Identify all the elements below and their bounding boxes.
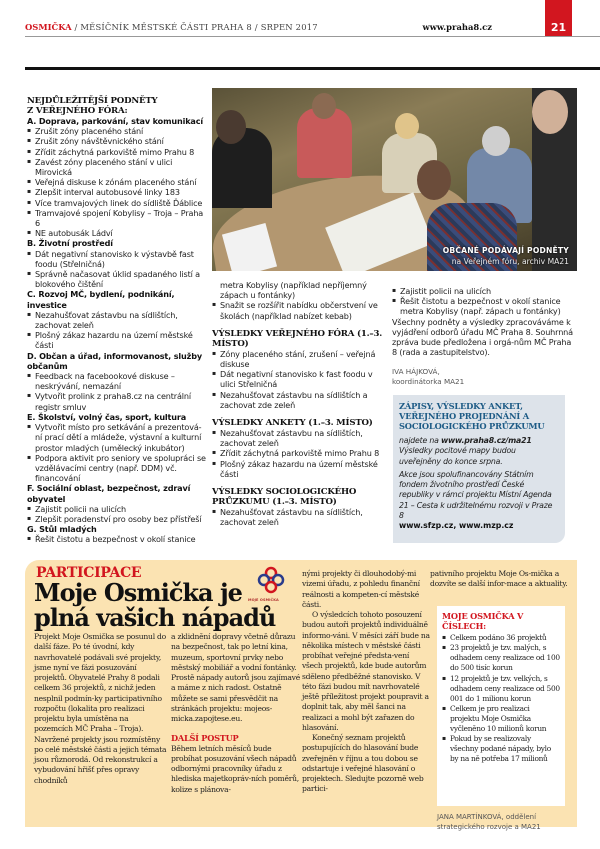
list-item: ▪ Veřejná diskuse k zónám placeného stání [27,177,207,187]
list-item: ▪ Tramvajové spojení Kobylisy – Troja – Praha 6 [27,208,207,228]
ma21-link[interactable]: www.praha8.cz/ma21 [440,436,532,445]
info-box-title: ZÁPISY, VÝSLEDKY ANKET, VEŘEJNÉHO PROJEDNÁNÍ A SOCIOLOGICKÉHO PRŮZKUMU [399,401,545,431]
article-column-2 [171,632,301,795]
category-heading: C. Rozvoj MČ, bydlení, podnikání, investice [27,289,175,310]
moje-osmicka-logo-icon [256,565,286,595]
spacer [212,410,387,418]
info-box-find [399,436,559,446]
list-item: ▪ 23 projektů je tzv. malých, s odhadem ceny realizace od 100 do 500 tisíc korun [442,643,560,673]
list-item: ▪ Celkem je pro realizaci projektu Moje Osmička vyčleněno 10 milionů korun [442,704,560,734]
results-title: VÝSLEDKY ANKETY (1.–3. MÍSTO) [212,418,373,429]
list-item: ▪ Plošný zákaz hazardu na území městské části [212,459,387,479]
list-item: ▪ Dát negativní stanovisko k fast foodu v ulici Střelničná [212,369,387,389]
list-item: ▪ Zóny placeného stání, zrušení – veřejná diskuse [212,349,387,369]
article-paragraph: O výsledcích tohoto posouzení budou autoři projektů individuálně informo-váni. V měsíci září bude na několika místech v městské části probíhat veřejné předsta-vení všech projektů, kde bude autorům sděleno předběžné stanovisko. V této fázi budou mít navrhovatelé ještě příležitost projekt poupravit a doplnit tak, aby měl šanci na realizaci a mohl být zařazen do hlasování. [302,610,430,732]
list-item: ▪ Celkem podáno 36 projektů [442,633,560,643]
category-heading: F. Sociální oblast, bezpečnost, zdraví obyvatel [27,483,191,504]
forum-suggestions-column [27,96,207,545]
list-item: ▪ Řešit čistotu a bezpečnost v okolí stanice metra Kobylisy (např. zápach u fontánky) [392,296,577,316]
article-column-3 [302,569,430,795]
results-list [212,428,387,479]
list-item: ▪ Vytvořit prolink z praha8.cz na centrální registr smluv [27,391,207,411]
photo-person-head [395,113,419,139]
list-item: ▪ Vytvořit místo pro setkávání a prezentová-ní prací dětí a mládeže, výstavní a kulturní prostor mladých (umělecký inkubátor) [27,422,207,453]
category-list [27,126,207,238]
category-heading: A. Doprava, parkování, stav komunikací [27,116,204,126]
info-box [393,395,565,543]
find-prefix: najdete na [399,436,441,445]
forum-title-line1: NEJDŮLEŽITĚJŠÍ PODNĚTY [27,96,158,106]
summary-column [392,286,577,387]
list-item: ▪ Nezahušťovat zástavbu na sídlištích a zachovat zde zeleň [212,390,387,410]
list-item: ▪ Zlepšit poradenství pro osoby bez přístřeší [27,514,207,524]
article-paragraph: nými projekty či dlouhodobý-mi vizemi úřadu, z pohledu finanční reálnosti a kompeten-cí městské části. [302,569,420,609]
list-item: ▪ Podpora aktivit pro seniory ve spolupráci se vzdělávacími centry (např. DDM) vč. financování [27,453,207,484]
funding-note: Akce jsou spolufinancovány Státním fondem životního prostředí České republiky v rámci projektu Místní Agenda 21 – Cesta k udržitelnému rozvoji v Praze 8 [399,469,553,521]
map-note: Výsledky pocitové mapy budou uveřejněny do konce srpna. [399,446,516,466]
list-item: ▪ Nezahušťovat zástavbu na sídlištích, zachovat zeleň [27,310,207,330]
summary-text: Všechny podněty a výsledky zpracováváme k vyjádření odborů úřadu MČ Praha 8. Souhrnná zpráva bude předložena i orgá-nům MČ Praha 8 (rada a zastupitelstvo). [392,316,573,358]
photo-person-head [532,90,568,134]
magazine-brand: OSMIČKA [25,22,72,32]
list-item: ▪ 12 projektů je tzv. velkých, s odhadem ceny realizace od 500 001 do 1 milionu korun [442,674,560,704]
section-tag: PARTICIPACE [36,565,142,581]
list-item: ▪ Feedback na facebookové diskuse – neskrývání, nemazání [27,371,207,391]
results-sections [212,321,387,528]
category-list [27,371,207,412]
page-number: 21 [545,0,572,37]
list-item: ▪ Dát negativní stanovisko k výstavbě fast foodu (Střelničná) [27,249,207,269]
list-item: ▪ NE autobusák Ládví [27,228,207,238]
website-link[interactable]: www.praha8.cz [422,22,492,32]
article-paragraph: Během letních měsíců bude probíhat posuzování všech nápadů odbornými pracovníky úřadu z hlediska majetkopráv-ních poměrů, kolize s plánova- [171,743,299,794]
list-item: ▪ Správně načasovat úklid spadaného listí a blokového čištění [27,269,207,289]
article-column-1: Projekt Moje Osmička se posunul do další fáze. Po té úvodní, kdy navrhovatelé podávali své projekty, jsme nyní ve fázi posuzování projektů. Obyvatelé Prahy 8 podali celkem 36 projektů, z nichž jeden nesplnil podmín-ky participativního rozpočtu (lokalita pro realizaci projektu byla umístěna na pozemcích MČ Praha – Troja). Navržené projekty jsou rozmístěny po celé městské části a jejich témata jsou různorodá. Od rekonstrukcí a vybudování hřišť přes opravy chodníků [34,632,167,785]
photo-person-head [417,160,451,200]
list-item: ▪ Pokud by se realizovaly všechny podané nápady, bylo by na ně potřeba 17 milionů [442,734,560,764]
list-item: ▪ Plošný zákaz hazardu na území městské části [27,330,207,350]
header-divider [25,36,600,37]
article-headline: Moje Osmička je plná vašich nápadů [34,578,276,632]
category-list [27,249,207,290]
subheading-next-steps: DALŠÍ POSTUP [171,733,239,744]
category-heading: E. Školství, volný čas, sport, kultura [27,411,187,422]
logo-text: MOJE OSMIČKA [248,598,279,602]
category-list [27,504,207,524]
article-paragraph: Konečný seznam projektů postupujících do hlasování bude zveřejněn v říjnu a tou dobou se odstartuje i veřejné hlasování o projektech. Sledujte pozorně web partici- [302,733,424,794]
spacer [212,321,387,329]
forum-title-line2: Z VEŘEJNÉHO FÓRA: [27,106,128,116]
list-item: ▪ Zavést zóny placeného stání v ulici Mirovická [27,157,207,177]
spacer [212,479,387,487]
list-item: ▪ Zřídit záchytná parkoviště mimo Prahu 8 [212,448,387,458]
numbers-list [442,633,560,764]
article-paragraph: a zklidnění dopravy včetně důrazu na bezpečnost, tak po letní kina, muzeum, sportovní prvky nebo městský mobiliář a vodní fontánky. Prostě nápady autorů jsou zajímavé a máme z nich radost. Ostatně můžete se sami přesvědčit na stránkách projektu: mojeos-micka.zapojtese.eu. [171,632,300,723]
results-continued-list [392,286,577,317]
funding-links[interactable]: www.sfzp.cz, www.mzp.cz [399,521,514,531]
g-continued-list [212,280,387,321]
author-iva [392,367,577,387]
forum-title [27,96,207,116]
list-item: ▪ Nezahušťovat zástavbu na sídlištích, zachovat zeleň [212,507,387,527]
category-heading: G. Stůl mladých [27,524,97,535]
list-item: ▪ Snažit se rozšířit nabídku občerstvení ve školách (například nabízet kebab) [212,300,387,320]
list-item: ▪ Zlepšit interval autobusové linky 183 [27,187,207,197]
list-item: ▪ Zrušit zóny návštěvnického stání [27,136,207,146]
results-title: VÝSLEDKY SOCIOLOGICKÉHO PRŮZKUMU (1.–3. MÍSTO) [212,487,357,508]
list-item-continued: metra Kobylisy (například nepříjemný zápach u fontánky) [220,280,367,301]
numbers-title: MOJE OSMIČKA V ČÍSLECH: [442,611,524,631]
photo-person-head [216,110,246,144]
forum-categories [27,116,207,545]
category-list [27,422,207,483]
author-name: IVA HÁJKOVÁ, [392,367,440,377]
author-role: koordinátorka MA21 [392,377,465,387]
list-item: ▪ Zajistit policii na ulicích [27,504,207,514]
page-header [25,22,600,36]
category-heading: B. Životní prostředí [27,238,113,249]
photo-caption-bold: OBČANÉ PODÁVAJÍ PODNĚTY [442,246,569,255]
magazine-subtitle: / MĚSÍČNÍK MĚSTSKÉ ČÁSTI PRAHA 8 / SRPEN 2017 [71,22,318,32]
category-list [27,310,207,351]
results-list [212,507,387,527]
category-list [27,534,207,544]
numbers-box [437,606,565,806]
results-title: VÝSLEDKY VEŘEJNÉHO FÓRA (1.–3. MÍSTO) [212,328,383,349]
category-heading: D. Občan a úřad, informovanost, služby občanům [27,350,202,371]
results-list [212,349,387,410]
photo-caption-text: na Veřejném fóru, archiv MA21 [451,257,569,266]
list-item: ▪ Řešit čistotu a bezpečnost v okolí stanice [27,534,207,544]
author-jana: JANA MARTÍNKOVÁ, oddělení strategického rozvoje a MA21 [437,813,541,831]
results-column [212,280,387,527]
list-item: ▪ Zřídit záchytná parkoviště mimo Prahu 8 [27,147,207,157]
forum-photo [212,88,577,271]
photo-person-head [312,93,336,119]
list-item: ▪ Nezahušťovat zástavbu na sídlištích, zachovat zeleň [212,428,387,448]
list-item: ▪ Zrušit zóny placeného stání [27,126,207,136]
list-item: ▪ Více tramvajových linek do sídliště Ďáblice [27,198,207,208]
photo-person-head [482,126,510,156]
list-item: ▪ Zajistit policii na ulicích [392,286,577,296]
article-column-4: pativního projektu Moje Os-mička a dozvíte se další infor-mace a aktuality. [430,569,568,589]
section-divider [25,67,600,70]
